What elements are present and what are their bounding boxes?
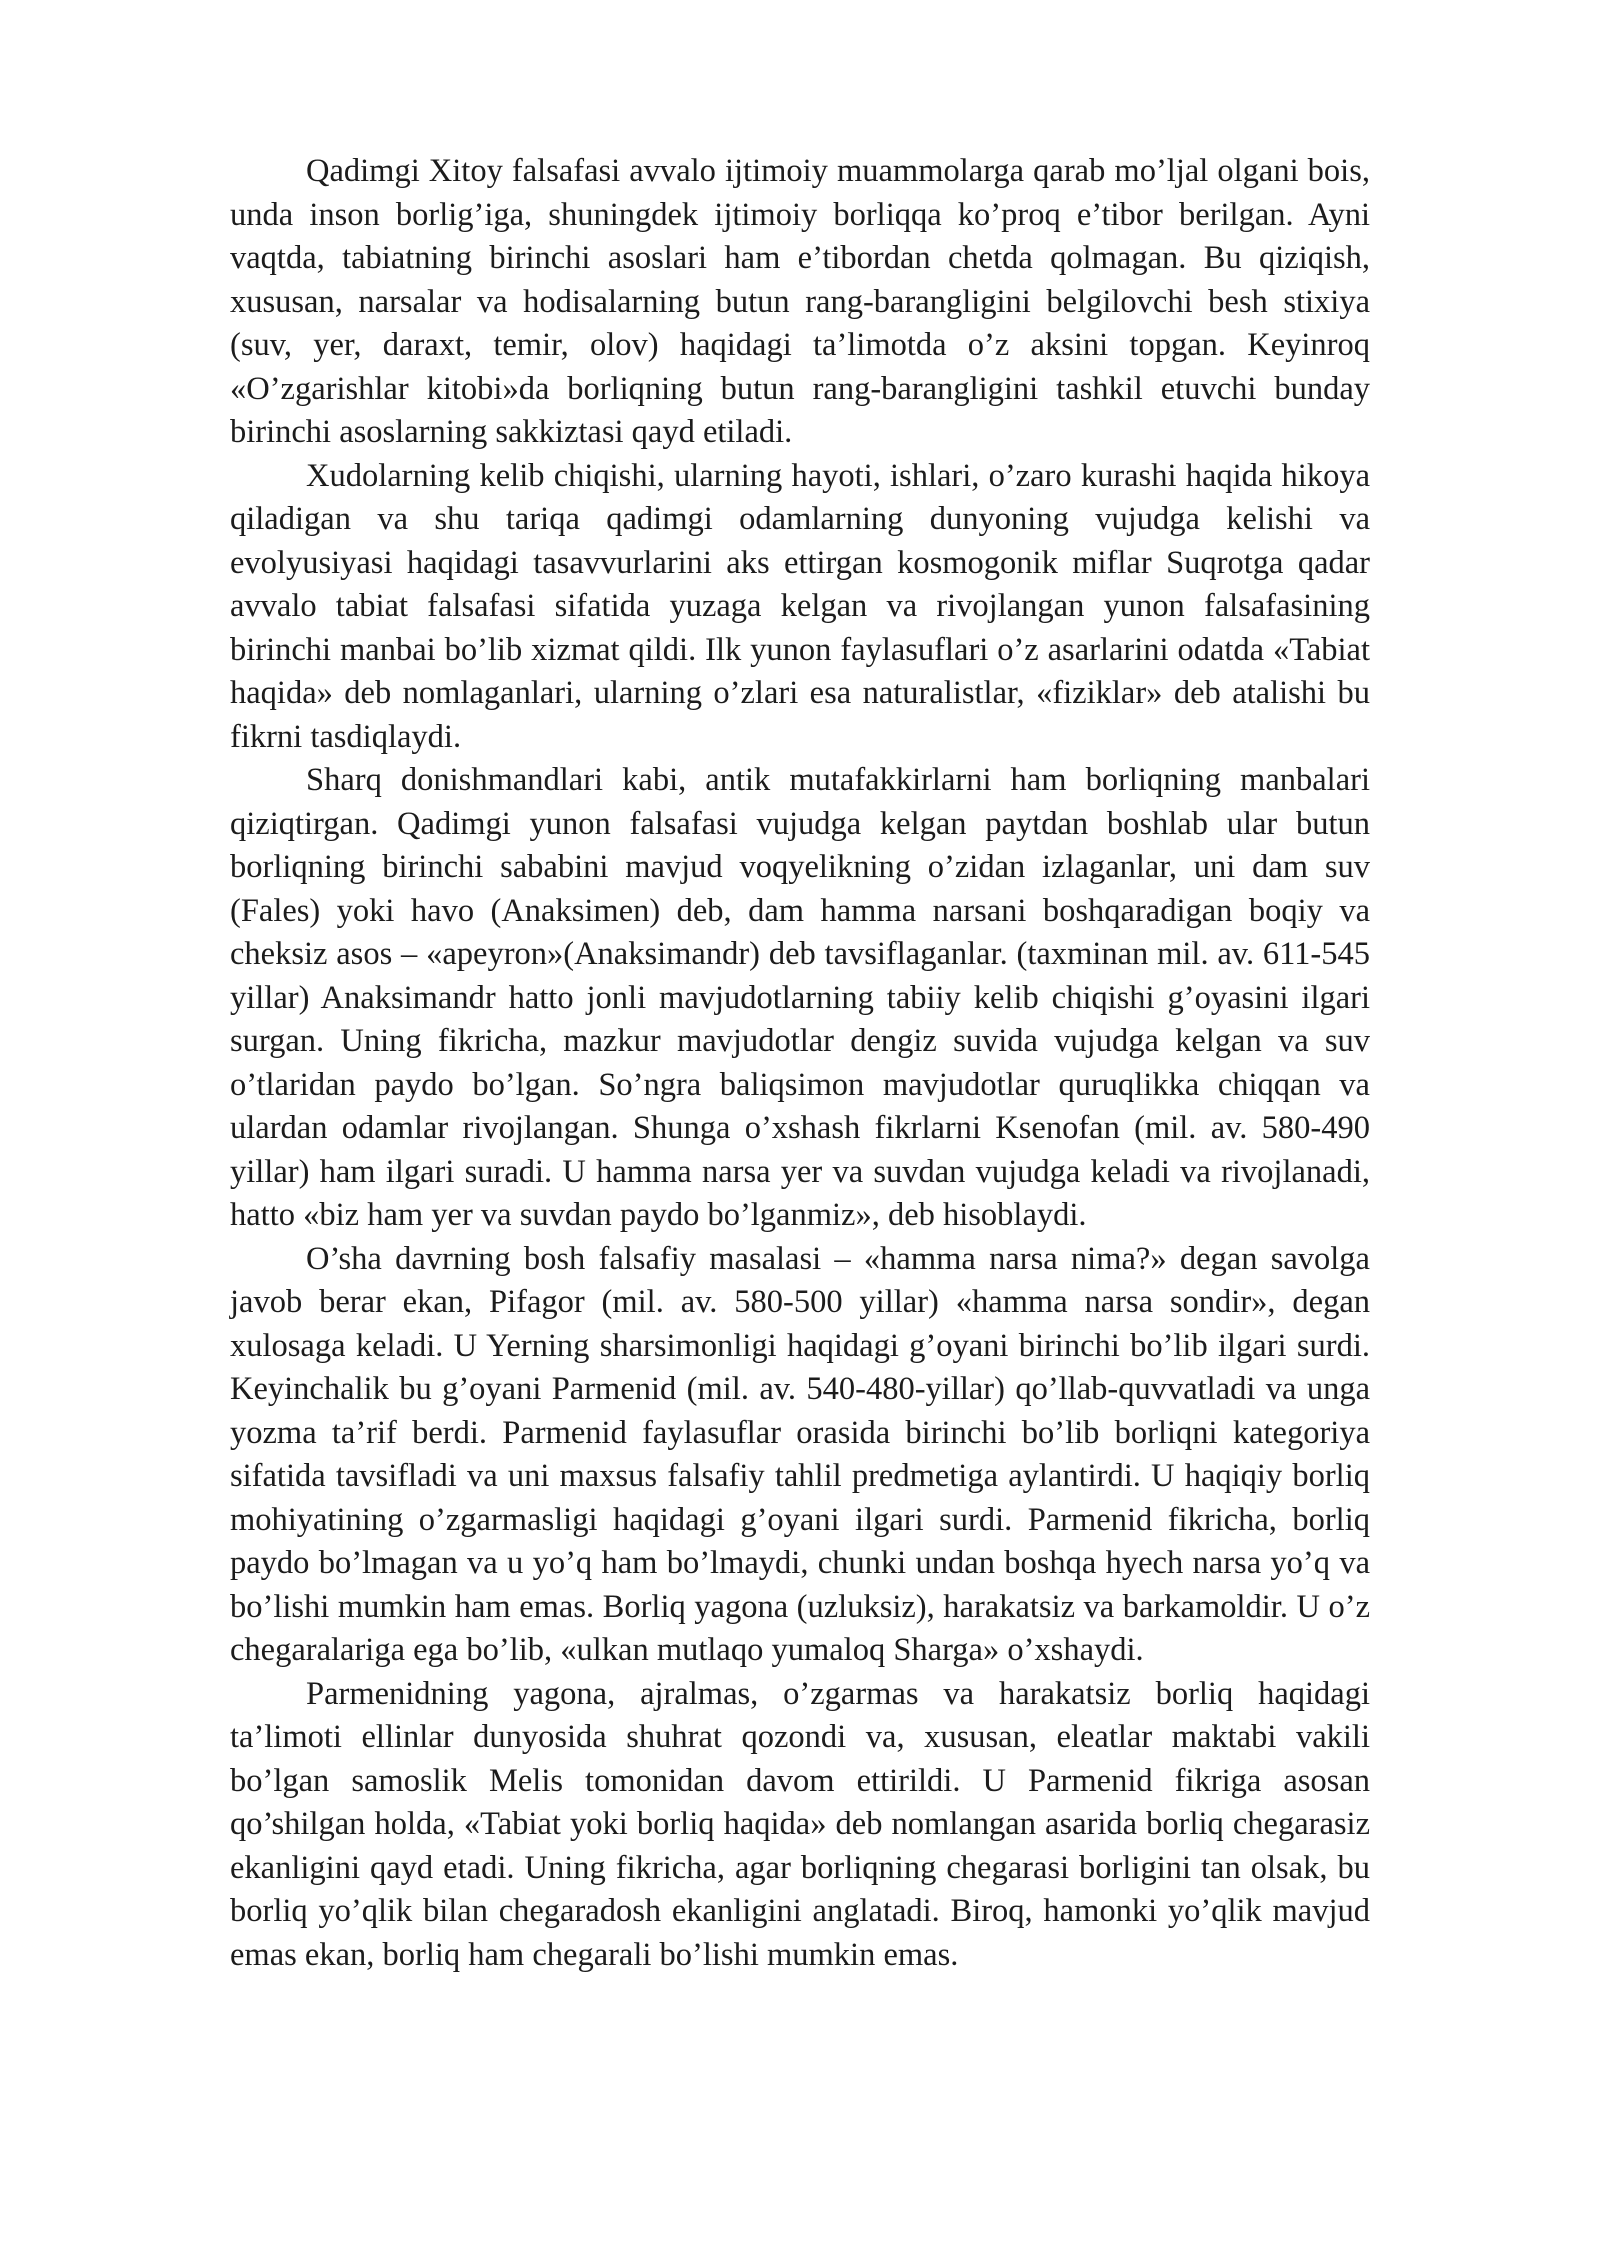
paragraph-pythagoras-parmenides: O’sha davrning bosh falsafiy masalasi – «hamma narsa nima?» degan savolga javob berar ekan, Pifagor (mil. av. 580-500 yillar) «hamma narsa sondir», degan xulosaga keladi. U Yerning sharsimonligi haqidagi g’oyani birinchi bo’lib ilgari surdi. Keyinchalik bu g’oyani Parmenid (mil. av. 540-480-yillar) qo’llab-quvvatladi va unga yozma ta’rif berdi. Parmenid faylasuflar orasida birinchi bo’lib borliqni kategoriya sifatida tavsifladi va uni maxsus falsafiy tahlil predmetiga aylantirdi. U haqiqiy borliq mohiyatining o’zgarmasligi haqidagi g’oyani ilgari surdi. Parmenid fikricha, borliq paydo bo’lmagan va u yo’q ham bo’lmaydi, chunki undan boshqa hyech narsa yo’q va bo’lishi mumkin ham emas. Borliq yagona (uzluksiz), harakatsiz va barkamoldir. U o’z chegaralariga ega bo’lib, «ulkan mutlaqo yumaloq Sharga» o’xshaydi. — [230, 1240, 1370, 1668]
paragraph-melissus: Parmenidning yagona, ajralmas, o’zgarmas va harakatsiz borliq haqidagi ta’limoti ellinlar dunyosida shuhrat qozondi va, xususan, eleatlar maktabi vakili bo’lgan samoslik Melis tomonidan davom ettirildi. U Parmenid fikriga asosan qo’shilgan holda, «Tabiat yoki borliq haqida» deb nomlangan asarida borliq chegarasiz ekanligini qayd etadi. Uning fikricha, agar borliqning chegarasi borligini tan olsak, bu borliq yo’qlik bilan chegaradosh ekanligini anglatadi. Biroq, hamonki yo’qlik mavjud emas ekan, borliq ham chegarali bo’lishi mumkin emas. — [230, 1675, 1370, 1973]
paragraph-ancient-thinkers: Sharq donishmandlari kabi, antik mutafakkirlarni ham borliqning manbalari qiziqtirgan. Qadimgi yunon falsafasi vujudga kelgan paytdan boshlab ular butun borliqning birinchi sababini mavjud voqyelikning o’zidan izlaganlar, uni dam suv (Fales) yoki havo (Anaksimen) deb, dam hamma narsani boshqaradigan boqiy va cheksiz asos – «apeyron»(Anaksimandr) deb tavsiflaganlar. (taxminan mil. av. 611-545 yillar) Anaksimandr hatto jonli mavjudotlarning tabiiy kelib chiqishi g’oyasini ilgari surgan. Uning fikricha, mazkur mavjudotlar dengiz suvida vujudga kelgan va suv o’tlaridan paydo bo’lgan. So’ngra baliqsimon mavjudotlar quruqlikka chiqqan va ulardan odamlar rivojlangan. Shunga o’xshash fikrlarni Ksenofan (mil. av. 580-490 yillar) ham ilgari suradi. U hamma narsa yer va suvdan vujudga keladi va rivojlanadi, hatto «biz ham yer va suvdan paydo bo’lganmiz», deb hisoblaydi. — [230, 762, 1370, 1233]
paragraph-chinese-philosophy: Qadimgi Xitoy falsafasi avvalo ijtimoiy muammolarga qarab mo’ljal olgani bois, unda inson borlig’iga, shuningdek ijtimoiy borliqqa ko’proq e’tibor berilgan. Ayni vaqtda, tabiatning birinchi asoslari ham e’tibordan chetda qolmagan. Bu qiziqish, xususan, narsalar va hodisalarning butun rang-barangligini belgilovchi besh stixiya (suv, yer, daraxt, temir, olov) haqidagi ta’limotda o’z aksini topgan. Keyinroq «O’zgarishlar kitobi»da borliqning butun rang-barangligini tashkil etuvchi bunday birinchi asoslarning sakkiztasi qayd etiladi. — [230, 153, 1370, 450]
paragraph-cosmogonic-myths: Xudolarning kelib chiqishi, ularning hayoti, ishlari, o’zaro kurashi haqida hikoya qiladigan va shu tariqa qadimgi odamlarning dunyoning vujudga kelishi va evolyusiyasi haqidagi tasavvurlarini aks ettirgan kosmogonik miflar Suqrotga qadar avvalo tabiat falsafasi sifatida yuzaga kelgan va rivojlangan yunon falsafasining birinchi manbai bo’lib xizmat qildi. Ilk yunon faylasuflari o’z asarlarini odatda «Tabiat haqida» deb nomlaganlari, ularning o’zlari esa naturalistlar, «fiziklar» deb atalishi bu fikrni tasdiqlaydi. — [230, 457, 1370, 755]
document-page — [230, 150, 1370, 1977]
